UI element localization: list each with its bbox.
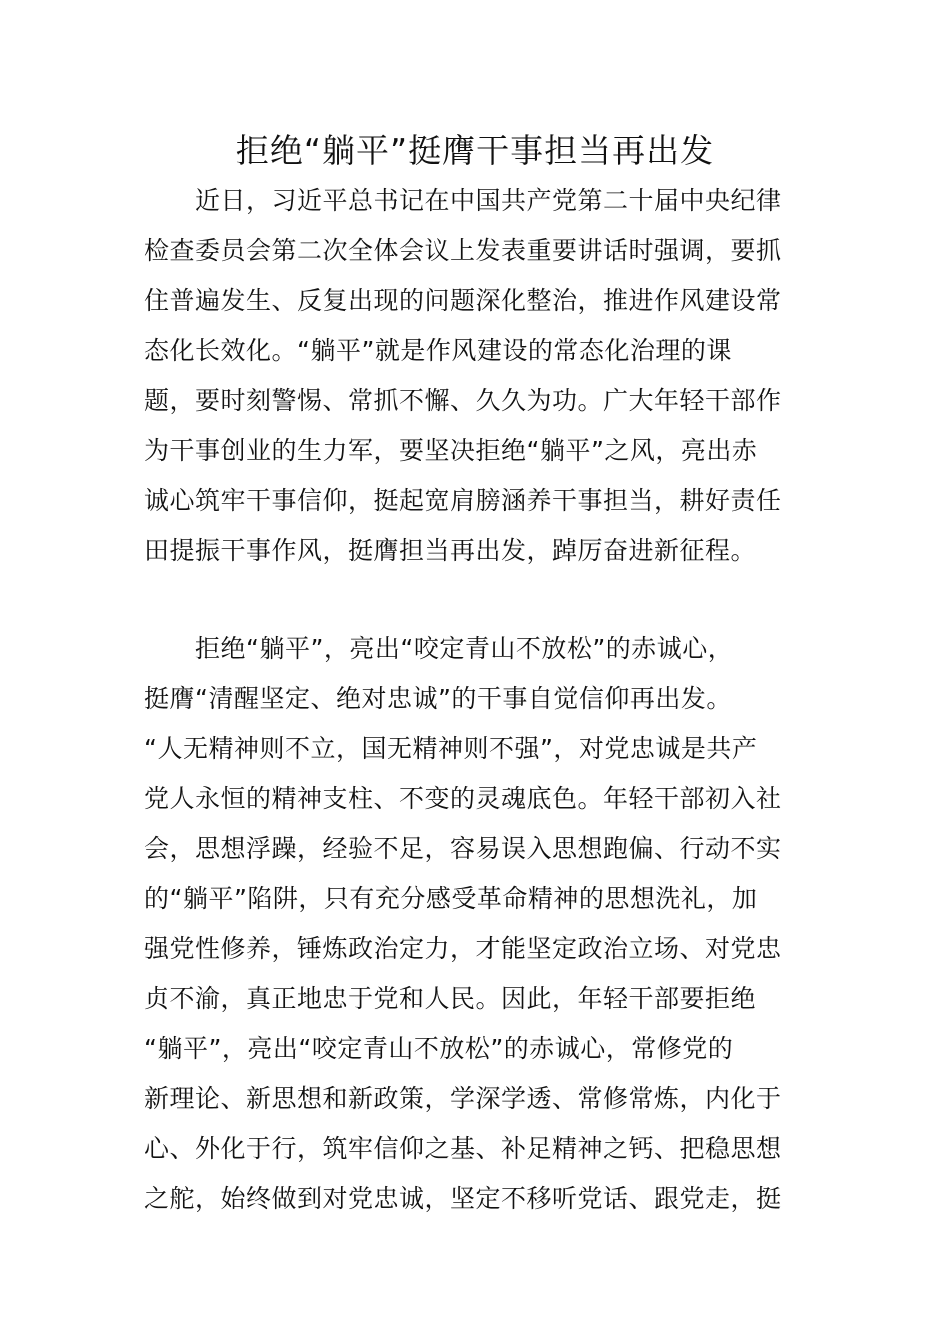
paragraph-line: 住普遍发生、反复出现的问题深化整治，推进作风建设常 bbox=[144, 286, 782, 315]
paragraph-line: 近日，习近平总书记在中国共产党第二十届中央纪律 bbox=[195, 186, 782, 215]
paragraph-line: 心、外化于行，筑牢信仰之基、补足精神之钙、把稳思想 bbox=[144, 1134, 782, 1163]
paragraph-1 bbox=[144, 176, 814, 576]
paragraph-line: 态化长效化。“躺平”就是作风建设的常态化治理的课 bbox=[144, 336, 732, 365]
paragraph-2 bbox=[144, 624, 814, 1224]
paragraph-line: 田提振干事作风，挺膺担当再出发，踔厉奋进新征程。 bbox=[144, 536, 757, 565]
paragraph-line: 的“躺平”陷阱，只有充分感受革命精神的思想洗礼，加 bbox=[144, 884, 758, 913]
paragraph-line: 为干事创业的生力军，要坚决拒绝“躺平”之风，亮出赤 bbox=[144, 436, 758, 465]
document-title: 拒绝“躺平”挺膺干事担当再出发 bbox=[235, 131, 715, 170]
paragraph-line: 新理论、新思想和新政策，学深学透、常修常炼，内化于 bbox=[144, 1084, 782, 1113]
paragraph-line: 会，思想浮躁，经验不足，容易误入思想跑偏、行动不实 bbox=[144, 834, 782, 863]
paragraph-line: “躺平”，亮出“咬定青山不放松”的赤诚心，常修党的 bbox=[144, 1034, 734, 1063]
paragraph-line: 题，要时刻警惕、常抓不懈、久久为功。广大年轻干部作 bbox=[144, 386, 782, 415]
paragraph-line: 强党性修养，锤炼政治定力，才能坚定政治立场、对党忠 bbox=[144, 934, 782, 963]
paragraph-line: 拒绝“躺平”，亮出“咬定青山不放松”的赤诚心， bbox=[195, 634, 734, 663]
paragraph-line: 诚心筑牢干事信仰，挺起宽肩膀涵养干事担当，耕好责任 bbox=[144, 486, 782, 515]
paragraph-line: 之舵，始终做到对党忠诚，坚定不移听党话、跟党走，挺 bbox=[144, 1184, 782, 1213]
paragraph-line: 挺膺“清醒坚定、绝对忠诚”的干事自觉信仰再出发。 bbox=[144, 684, 732, 713]
paragraph-line: 党人永恒的精神支柱、不变的灵魂底色。年轻干部初入社 bbox=[144, 784, 782, 813]
paragraph-line: 检查委员会第二次全体会议上发表重要讲话时强调，要抓 bbox=[144, 236, 782, 265]
paragraph-line: “人无精神则不立，国无精神则不强”，对党忠诚是共产 bbox=[144, 734, 758, 763]
paragraph-line: 贞不渝，真正地忠于党和人民。因此，年轻干部要拒绝 bbox=[144, 984, 757, 1013]
